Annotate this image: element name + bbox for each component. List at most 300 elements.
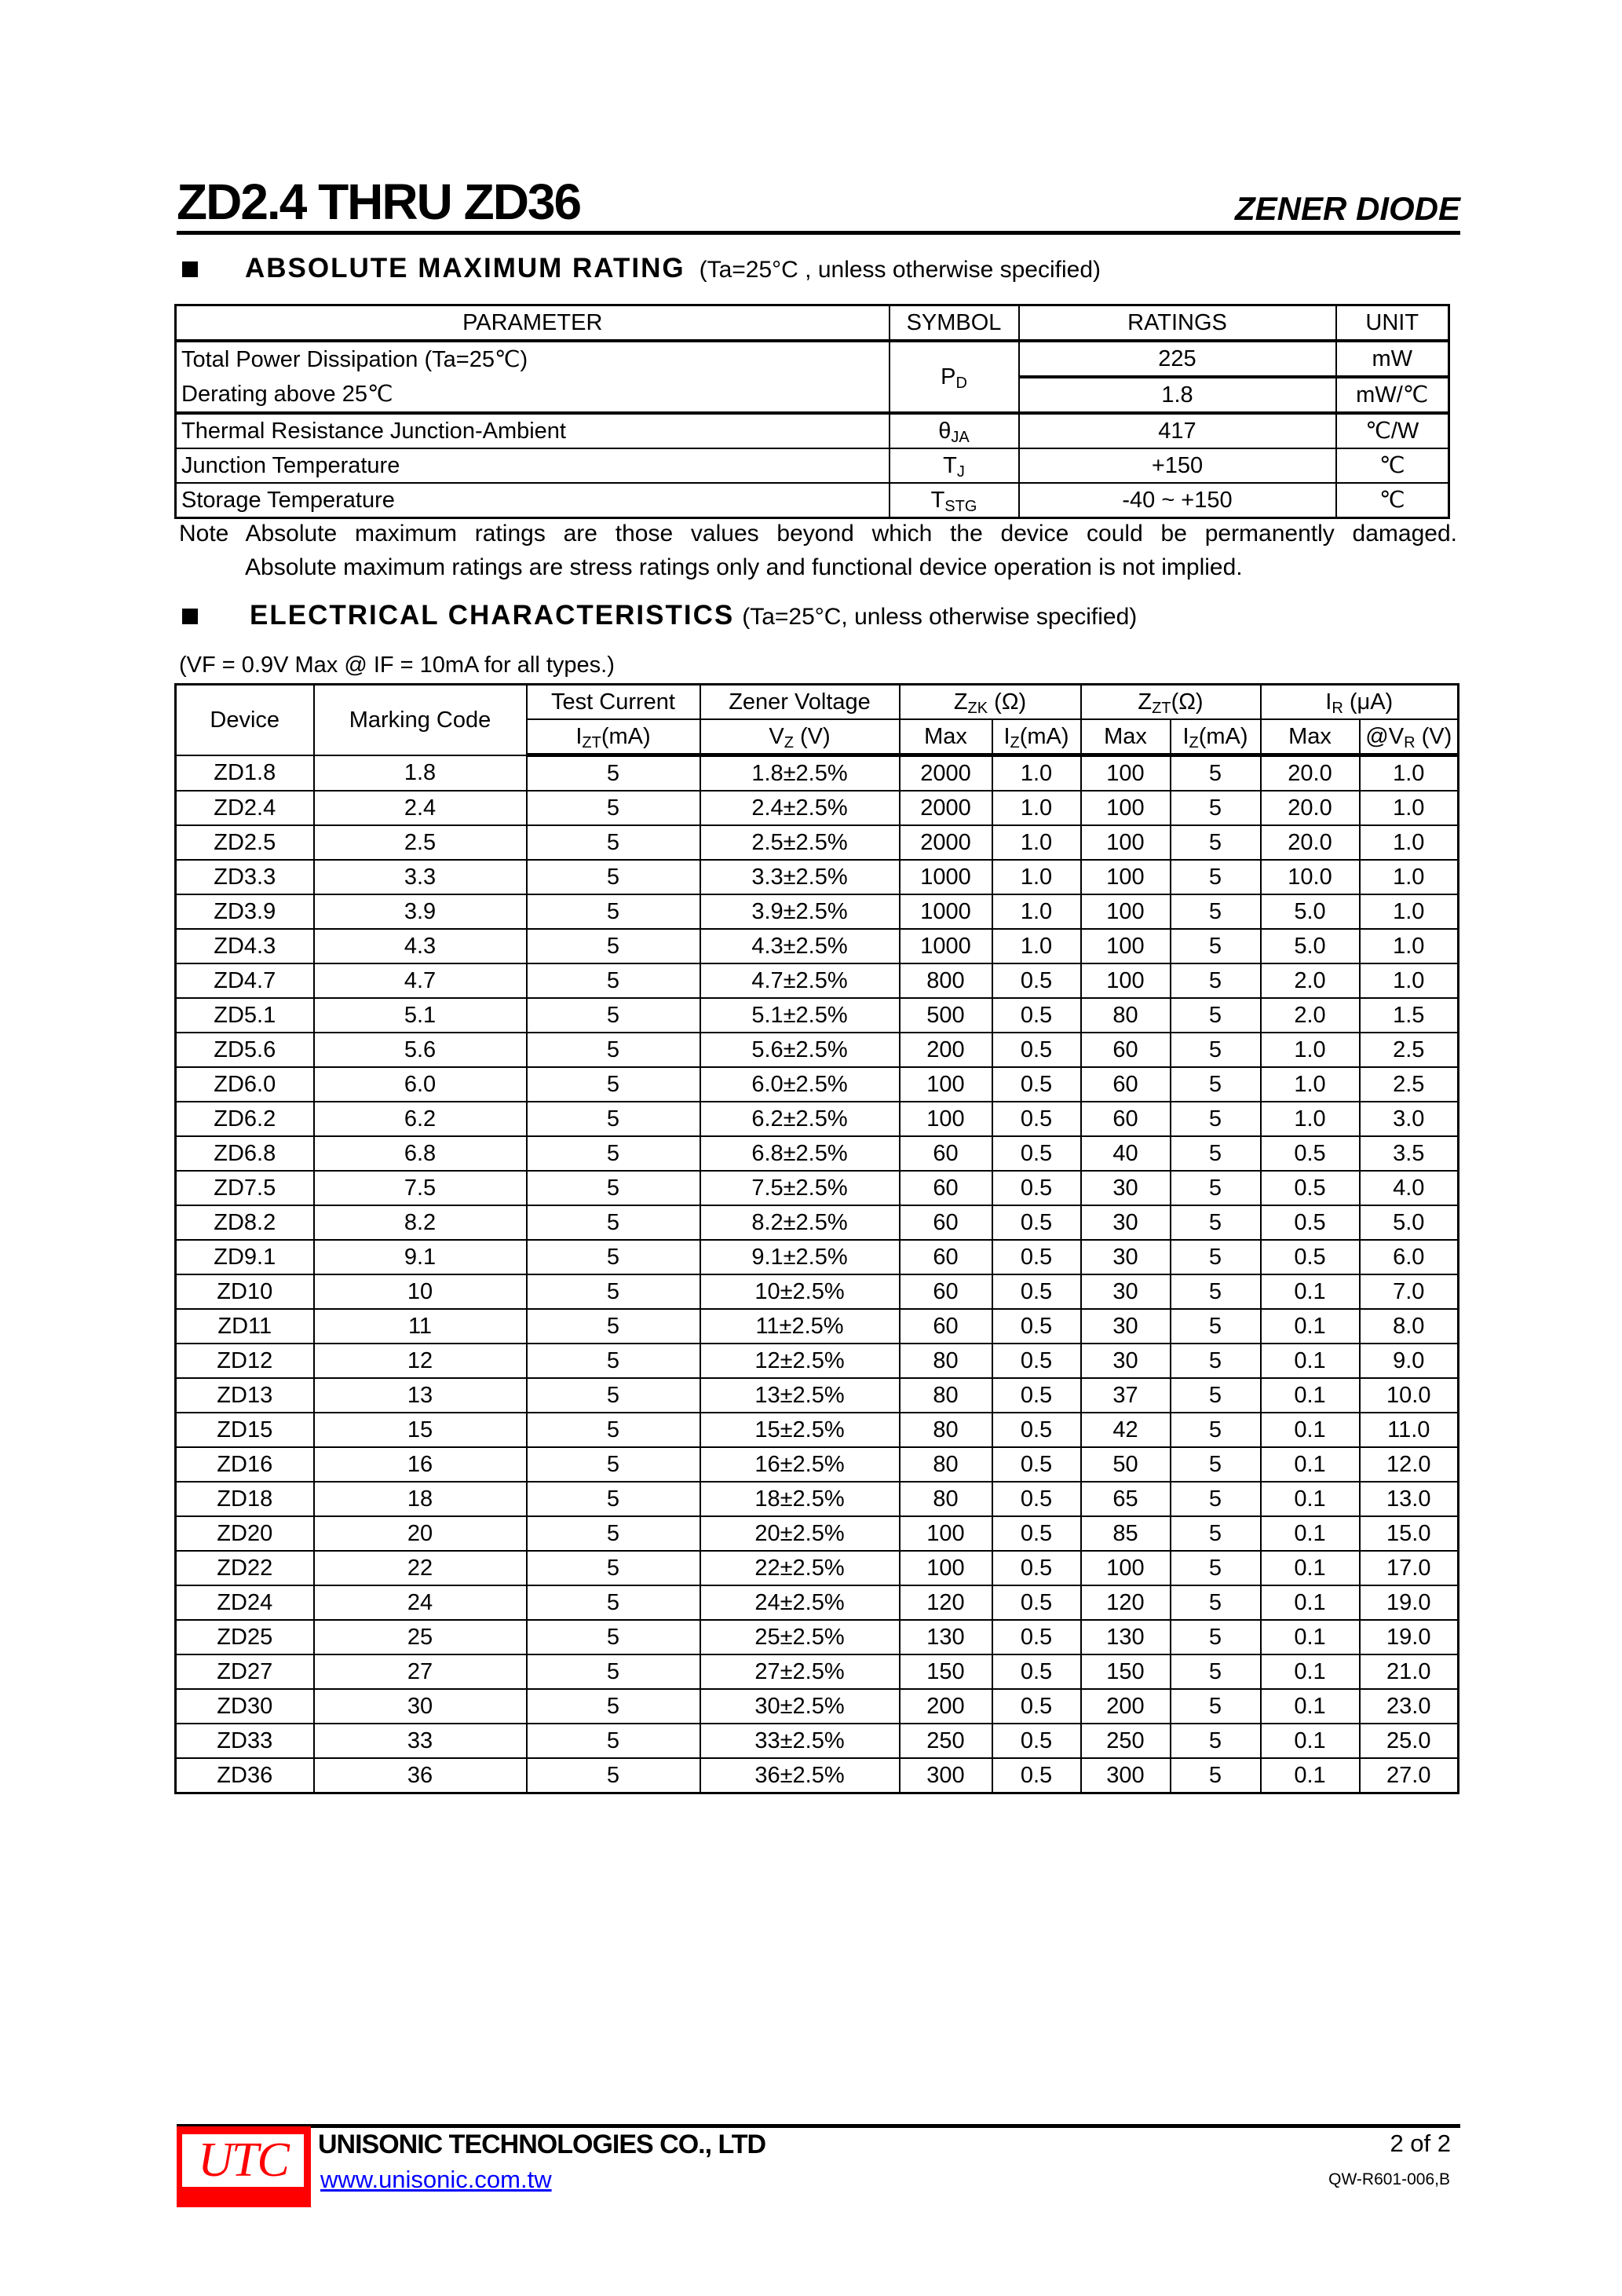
marking-code-cell: 2.4 [314, 791, 527, 825]
table-row [176, 755, 1459, 792]
zzt-iz-cell: 5 [1171, 1033, 1261, 1067]
zzt-iz-cell: 5 [1171, 860, 1261, 894]
zzt-max-cell: 42 [1081, 1413, 1171, 1447]
zener-voltage-cell: 36±2.5% [700, 1758, 900, 1793]
zzk-max-cell: 200 [900, 1689, 992, 1724]
header-divider [177, 231, 1460, 235]
vr-cell: 1.0 [1360, 825, 1459, 860]
table-row [176, 1516, 1459, 1551]
marking-code-cell: 12 [314, 1344, 527, 1378]
zzk-iz-cell: 0.5 [992, 1620, 1081, 1654]
zzt-iz-cell: 5 [1171, 929, 1261, 963]
header-unit: (Ω) [988, 689, 1027, 715]
zzt-iz-cell: 5 [1171, 1344, 1261, 1378]
zzt-max-cell: 120 [1081, 1585, 1171, 1620]
symbol-cell [890, 341, 1019, 413]
zener-voltage-cell: 20±2.5% [700, 1516, 900, 1551]
zener-voltage-cell: 27±2.5% [700, 1654, 900, 1689]
marking-code-cell: 7.5 [314, 1171, 527, 1205]
vr-cell: 1.0 [1360, 894, 1459, 929]
table-row [176, 1551, 1459, 1585]
ir-max-cell: 1.0 [1261, 1033, 1360, 1067]
vr-cell: 1.0 [1360, 929, 1459, 963]
zzk-iz-cell: 0.5 [992, 1102, 1081, 1136]
bullet-icon [182, 609, 198, 624]
table-row [176, 1413, 1459, 1447]
ir-max-cell: 0.1 [1261, 1689, 1360, 1724]
zzk-iz-cell: 0.5 [992, 1344, 1081, 1378]
table-row [176, 1344, 1459, 1378]
zzk-max-cell: 100 [900, 1516, 992, 1551]
zener-voltage-cell: 24±2.5% [700, 1585, 900, 1620]
parameter-cell: Total Power Dissipation (Ta=25℃) [176, 341, 890, 377]
zzt-max-cell: 30 [1081, 1344, 1171, 1378]
zzk-max-cell: 100 [900, 1067, 992, 1102]
device-cell: ZD6.8 [176, 1136, 314, 1171]
zzk-iz-cell: 0.5 [992, 1033, 1081, 1067]
device-cell: ZD15 [176, 1413, 314, 1447]
marking-code-cell: 1.8 [314, 755, 527, 792]
ir-max-cell: 5.0 [1261, 929, 1360, 963]
table-header-row [176, 685, 1459, 720]
test-current-cell: 5 [527, 1551, 700, 1585]
ir-max-cell: 0.5 [1261, 1205, 1360, 1240]
zzt-iz-cell: 5 [1171, 825, 1261, 860]
marking-code-cell: 36 [314, 1758, 527, 1793]
zzk-max-cell: 200 [900, 1033, 992, 1067]
test-current-cell: 5 [527, 963, 700, 998]
note-text: Note Absolute maximum ratings are those values beyond which the device could be permanently damaged. [179, 521, 1457, 547]
zzk-iz-cell: 0.5 [992, 1205, 1081, 1240]
table-row [176, 894, 1459, 929]
zener-voltage-cell: 7.5±2.5% [700, 1171, 900, 1205]
zzt-max-cell: 37 [1081, 1378, 1171, 1413]
table-row [176, 1482, 1459, 1516]
device-cell: ZD4.7 [176, 963, 314, 998]
test-current-cell: 5 [527, 1482, 700, 1516]
zzk-iz-cell: 0.5 [992, 1136, 1081, 1171]
zzk-iz-cell: 0.5 [992, 1240, 1081, 1274]
zzk-max-cell: 60 [900, 1136, 992, 1171]
zener-voltage-cell: 15±2.5% [700, 1413, 900, 1447]
marking-code-cell: 6.0 [314, 1067, 527, 1102]
ir-max-cell: 20.0 [1261, 825, 1360, 860]
bullet-icon [182, 261, 198, 277]
marking-code-cell: 30 [314, 1689, 527, 1724]
zzt-max-cell: 100 [1081, 755, 1171, 792]
zzt-max-cell: 40 [1081, 1136, 1171, 1171]
table-row [176, 825, 1459, 860]
symbol-text: T [930, 488, 945, 513]
table-row [176, 448, 1449, 483]
zzt-iz-cell: 5 [1171, 1689, 1261, 1724]
table-row [176, 1033, 1459, 1067]
zzk-max-cell: 2000 [900, 791, 992, 825]
ir-max-cell: 5.0 [1261, 894, 1360, 929]
zzt-iz-cell: 5 [1171, 1447, 1261, 1482]
ir-max-cell: 0.1 [1261, 1585, 1360, 1620]
zener-voltage-cell: 3.3±2.5% [700, 860, 900, 894]
section-title: ABSOLUTE MAXIMUM RATING [245, 253, 685, 283]
device-cell: ZD8.2 [176, 1205, 314, 1240]
ir-max-cell: 0.1 [1261, 1551, 1360, 1585]
header-unit: (V) [793, 724, 831, 749]
vr-cell: 21.0 [1360, 1654, 1459, 1689]
zzk-max-cell: 1000 [900, 860, 992, 894]
table-row [176, 1171, 1459, 1205]
symbol-subscript: D [955, 375, 967, 392]
zzt-max-cell: 100 [1081, 1551, 1171, 1585]
zzk-iz-cell: 0.5 [992, 1067, 1081, 1102]
zzk-iz-cell: 0.5 [992, 1654, 1081, 1689]
device-cell: ZD2.4 [176, 791, 314, 825]
zzt-max-cell: 50 [1081, 1447, 1171, 1482]
test-current-cell: 5 [527, 1447, 700, 1482]
ir-max-cell: 20.0 [1261, 791, 1360, 825]
zzt-iz-cell: 5 [1171, 1378, 1261, 1413]
header-text: V [769, 724, 784, 749]
zzk-iz-cell: 0.5 [992, 1724, 1081, 1758]
zzt-max-cell: 100 [1081, 791, 1171, 825]
zener-voltage-cell: 22±2.5% [700, 1551, 900, 1585]
zzk-max-cell: 2000 [900, 755, 992, 792]
zzt-iz-cell: 5 [1171, 1274, 1261, 1309]
marking-code-cell: 8.2 [314, 1205, 527, 1240]
logo-text: UTC [182, 2134, 304, 2187]
zzt-max-cell: 130 [1081, 1620, 1171, 1654]
zener-voltage-cell: 6.8±2.5% [700, 1136, 900, 1171]
section-condition: (Ta=25°C , unless otherwise specified) [699, 257, 1101, 283]
column-header-izt [527, 719, 700, 755]
symbol-cell [890, 448, 1019, 483]
zzt-max-cell: 300 [1081, 1758, 1171, 1793]
table-row [176, 377, 1449, 413]
zzk-iz-cell: 0.5 [992, 1482, 1081, 1516]
table-row [176, 791, 1459, 825]
zzk-iz-cell: 0.5 [992, 1378, 1081, 1413]
test-current-cell: 5 [527, 1033, 700, 1067]
zzt-iz-cell: 5 [1171, 1758, 1261, 1793]
device-cell: ZD22 [176, 1551, 314, 1585]
table-header-row [176, 305, 1449, 342]
marking-code-cell: 2.5 [314, 825, 527, 860]
unit-cell: mW [1336, 341, 1449, 377]
ir-max-cell: 0.1 [1261, 1309, 1360, 1344]
table-row [176, 1447, 1459, 1482]
test-current-cell: 5 [527, 1516, 700, 1551]
test-current-cell: 5 [527, 1689, 700, 1724]
header-subscript: ZT [1152, 700, 1171, 717]
marking-code-cell: 18 [314, 1482, 527, 1516]
column-header: PARAMETER [176, 305, 890, 342]
header-subscript: Z [784, 734, 794, 751]
vr-cell: 10.0 [1360, 1378, 1459, 1413]
ir-max-cell: 0.5 [1261, 1171, 1360, 1205]
header-unit: (mA) [601, 724, 651, 749]
zzk-iz-cell: 1.0 [992, 894, 1081, 929]
zzk-max-cell: 60 [900, 1205, 992, 1240]
zener-voltage-cell: 6.2±2.5% [700, 1102, 900, 1136]
column-header-zzk-max: Max [900, 719, 992, 755]
zzk-max-cell: 800 [900, 963, 992, 998]
device-cell: ZD13 [176, 1378, 314, 1413]
device-cell: ZD36 [176, 1758, 314, 1793]
device-cell: ZD33 [176, 1724, 314, 1758]
header-subscript: ZT [582, 734, 601, 751]
zzk-max-cell: 60 [900, 1309, 992, 1344]
test-current-cell: 5 [527, 860, 700, 894]
ir-max-cell: 0.5 [1261, 1136, 1360, 1171]
table-row [176, 1585, 1459, 1620]
device-cell: ZD18 [176, 1482, 314, 1516]
test-current-cell: 5 [527, 1171, 700, 1205]
zzk-iz-cell: 0.5 [992, 1585, 1081, 1620]
table-row [176, 1758, 1459, 1793]
zzk-max-cell: 80 [900, 1447, 992, 1482]
vr-cell: 2.5 [1360, 1033, 1459, 1067]
header-text: I [1182, 724, 1189, 749]
zener-voltage-cell: 2.4±2.5% [700, 791, 900, 825]
zzt-max-cell: 100 [1081, 963, 1171, 998]
column-header: RATINGS [1019, 305, 1336, 342]
zzk-max-cell: 80 [900, 1344, 992, 1378]
marking-code-cell: 3.3 [314, 860, 527, 894]
zzt-iz-cell: 5 [1171, 1516, 1261, 1551]
parameter-cell: Derating above 25℃ [176, 377, 890, 413]
ir-max-cell: 1.0 [1261, 1102, 1360, 1136]
column-header: SYMBOL [890, 305, 1019, 342]
test-current-cell: 5 [527, 1758, 700, 1793]
test-current-cell: 5 [527, 1309, 700, 1344]
zzt-iz-cell: 5 [1171, 1067, 1261, 1102]
vr-cell: 4.0 [1360, 1171, 1459, 1205]
table-row [176, 963, 1459, 998]
zzk-iz-cell: 1.0 [992, 929, 1081, 963]
utc-logo [177, 2126, 311, 2207]
zzk-iz-cell: 0.5 [992, 1274, 1081, 1309]
symbol-subscript: STG [944, 498, 977, 515]
parameter-cell: Thermal Resistance Junction-Ambient [176, 413, 890, 448]
test-current-cell: 5 [527, 1205, 700, 1240]
zzk-iz-cell: 0.5 [992, 1758, 1081, 1793]
ir-max-cell: 0.1 [1261, 1724, 1360, 1758]
table-row [176, 1378, 1459, 1413]
symbol-cell [890, 483, 1019, 518]
device-cell: ZD5.6 [176, 1033, 314, 1067]
vr-cell: 13.0 [1360, 1482, 1459, 1516]
zzt-max-cell: 60 [1081, 1067, 1171, 1102]
ir-max-cell: 20.0 [1261, 755, 1360, 792]
symbol-text: T [943, 453, 957, 478]
zener-voltage-cell: 30±2.5% [700, 1689, 900, 1724]
table-row [176, 1724, 1459, 1758]
vr-cell: 1.0 [1360, 963, 1459, 998]
zzk-iz-cell: 1.0 [992, 791, 1081, 825]
zener-voltage-cell: 16±2.5% [700, 1447, 900, 1482]
symbol-subscript: JA [951, 429, 970, 446]
table-row [176, 860, 1459, 894]
marking-code-cell: 24 [314, 1585, 527, 1620]
electrical-characteristics-table [174, 683, 1459, 1794]
ir-max-cell: 0.1 [1261, 1654, 1360, 1689]
zener-voltage-cell: 1.8±2.5% [700, 755, 900, 792]
note-text: Absolute maximum ratings are stress ratings only and functional device operation is not implied. [245, 554, 1243, 580]
zzk-iz-cell: 0.5 [992, 1689, 1081, 1724]
zzk-max-cell: 1000 [900, 929, 992, 963]
test-current-cell: 5 [527, 1413, 700, 1447]
vr-cell: 11.0 [1360, 1413, 1459, 1447]
table-row [176, 1309, 1459, 1344]
column-header-zener-voltage: Zener Voltage [700, 685, 900, 720]
marking-code-cell: 13 [314, 1378, 527, 1413]
company-website-link[interactable]: www.unisonic.com.tw [320, 2166, 552, 2193]
device-cell: ZD12 [176, 1344, 314, 1378]
header-text: I [1325, 689, 1332, 715]
section-condition: (Ta=25°C, unless otherwise specified) [742, 604, 1138, 630]
zzt-max-cell: 60 [1081, 1102, 1171, 1136]
zener-voltage-cell: 33±2.5% [700, 1724, 900, 1758]
zzk-max-cell: 80 [900, 1482, 992, 1516]
unit-cell: ℃ [1336, 483, 1449, 518]
zener-voltage-cell: 4.3±2.5% [700, 929, 900, 963]
test-current-cell: 5 [527, 1136, 700, 1171]
zzk-max-cell: 2000 [900, 825, 992, 860]
column-header: UNIT [1336, 305, 1449, 342]
ir-max-cell: 0.1 [1261, 1274, 1360, 1309]
zzk-iz-cell: 1.0 [992, 755, 1081, 792]
vr-cell: 8.0 [1360, 1309, 1459, 1344]
zzk-max-cell: 300 [900, 1758, 992, 1793]
symbol-text: θ [938, 419, 952, 444]
forward-voltage-note: (VF = 0.9V Max @ IF = 10mA for all types.) [179, 653, 615, 678]
table-row [176, 1620, 1459, 1654]
device-cell: ZD25 [176, 1620, 314, 1654]
zzt-iz-cell: 5 [1171, 791, 1261, 825]
vr-cell: 23.0 [1360, 1689, 1459, 1724]
marking-code-cell: 9.1 [314, 1240, 527, 1274]
zzt-max-cell: 85 [1081, 1516, 1171, 1551]
zzk-max-cell: 150 [900, 1654, 992, 1689]
header-subscript: Z [1189, 734, 1199, 751]
vr-cell: 2.5 [1360, 1067, 1459, 1102]
zzk-max-cell: 120 [900, 1585, 992, 1620]
zzt-iz-cell: 5 [1171, 963, 1261, 998]
device-cell: ZD20 [176, 1516, 314, 1551]
zzk-max-cell: 1000 [900, 894, 992, 929]
zzt-iz-cell: 5 [1171, 1102, 1261, 1136]
ir-max-cell: 2.0 [1261, 998, 1360, 1033]
absolute-max-rating-table [174, 304, 1450, 519]
test-current-cell: 5 [527, 929, 700, 963]
zzt-iz-cell: 5 [1171, 1205, 1261, 1240]
ir-max-cell: 0.1 [1261, 1758, 1360, 1793]
table-row [176, 1102, 1459, 1136]
column-header-test-current: Test Current [527, 685, 700, 720]
zzt-iz-cell: 5 [1171, 998, 1261, 1033]
test-current-cell: 5 [527, 1067, 700, 1102]
device-cell: ZD27 [176, 1654, 314, 1689]
table-row [176, 413, 1449, 448]
header-subscript: ZK [967, 700, 988, 717]
zener-voltage-cell: 5.1±2.5% [700, 998, 900, 1033]
zzt-iz-cell: 5 [1171, 1309, 1261, 1344]
test-current-cell: 5 [527, 1585, 700, 1620]
column-header-zzt-max: Max [1081, 719, 1171, 755]
vr-cell: 1.0 [1360, 860, 1459, 894]
device-cell: ZD9.1 [176, 1240, 314, 1274]
header-unit: (V) [1415, 724, 1452, 749]
rating-cell: +150 [1019, 448, 1336, 483]
test-current-cell: 5 [527, 1654, 700, 1689]
table-row [176, 483, 1449, 518]
marking-code-cell: 6.2 [314, 1102, 527, 1136]
marking-code-cell: 3.9 [314, 894, 527, 929]
zener-voltage-cell: 4.7±2.5% [700, 963, 900, 998]
device-cell: ZD30 [176, 1689, 314, 1724]
ir-max-cell: 0.1 [1261, 1620, 1360, 1654]
zener-voltage-cell: 18±2.5% [700, 1482, 900, 1516]
test-current-cell: 5 [527, 1274, 700, 1309]
zzk-max-cell: 100 [900, 1551, 992, 1585]
device-cell: ZD16 [176, 1447, 314, 1482]
column-header-marking: Marking Code [314, 685, 527, 755]
zener-voltage-cell: 2.5±2.5% [700, 825, 900, 860]
test-current-cell: 5 [527, 1240, 700, 1274]
header-text: @V [1365, 724, 1405, 749]
zzt-iz-cell: 5 [1171, 755, 1261, 792]
zzt-max-cell: 200 [1081, 1689, 1171, 1724]
test-current-cell: 5 [527, 791, 700, 825]
marking-code-cell: 15 [314, 1413, 527, 1447]
test-current-cell: 5 [527, 1620, 700, 1654]
test-current-cell: 5 [527, 1378, 700, 1413]
zener-voltage-cell: 13±2.5% [700, 1378, 900, 1413]
zzt-max-cell: 30 [1081, 1274, 1171, 1309]
zzk-iz-cell: 0.5 [992, 1447, 1081, 1482]
zzt-iz-cell: 5 [1171, 1171, 1261, 1205]
vr-cell: 9.0 [1360, 1344, 1459, 1378]
test-current-cell: 5 [527, 1102, 700, 1136]
column-header-device: Device [176, 685, 314, 755]
zzt-max-cell: 100 [1081, 825, 1171, 860]
zzk-max-cell: 80 [900, 1378, 992, 1413]
page-number: 2 of 2 [1390, 2130, 1451, 2157]
zzk-max-cell: 130 [900, 1620, 992, 1654]
zener-voltage-cell: 25±2.5% [700, 1620, 900, 1654]
zzt-iz-cell: 5 [1171, 1724, 1261, 1758]
zzt-iz-cell: 5 [1171, 1240, 1261, 1274]
test-current-cell: 5 [527, 998, 700, 1033]
column-header-zzk-iz [992, 719, 1081, 755]
zzk-max-cell: 60 [900, 1240, 992, 1274]
vr-cell: 25.0 [1360, 1724, 1459, 1758]
column-header-zzt-iz [1171, 719, 1261, 755]
zzt-iz-cell: 5 [1171, 1136, 1261, 1171]
zzt-iz-cell: 5 [1171, 1413, 1261, 1447]
table-row [176, 1689, 1459, 1724]
zener-voltage-cell: 3.9±2.5% [700, 894, 900, 929]
table-row [176, 1136, 1459, 1171]
header-subscript: R [1404, 734, 1416, 751]
table-row [176, 1240, 1459, 1274]
ir-max-cell: 0.1 [1261, 1378, 1360, 1413]
zzt-iz-cell: 5 [1171, 1551, 1261, 1585]
test-current-cell: 5 [527, 894, 700, 929]
device-cell: ZD1.8 [176, 755, 314, 792]
section-title: ELECTRICAL CHARACTERISTICS [250, 600, 735, 631]
ir-max-cell: 0.1 [1261, 1482, 1360, 1516]
zzt-max-cell: 250 [1081, 1724, 1171, 1758]
